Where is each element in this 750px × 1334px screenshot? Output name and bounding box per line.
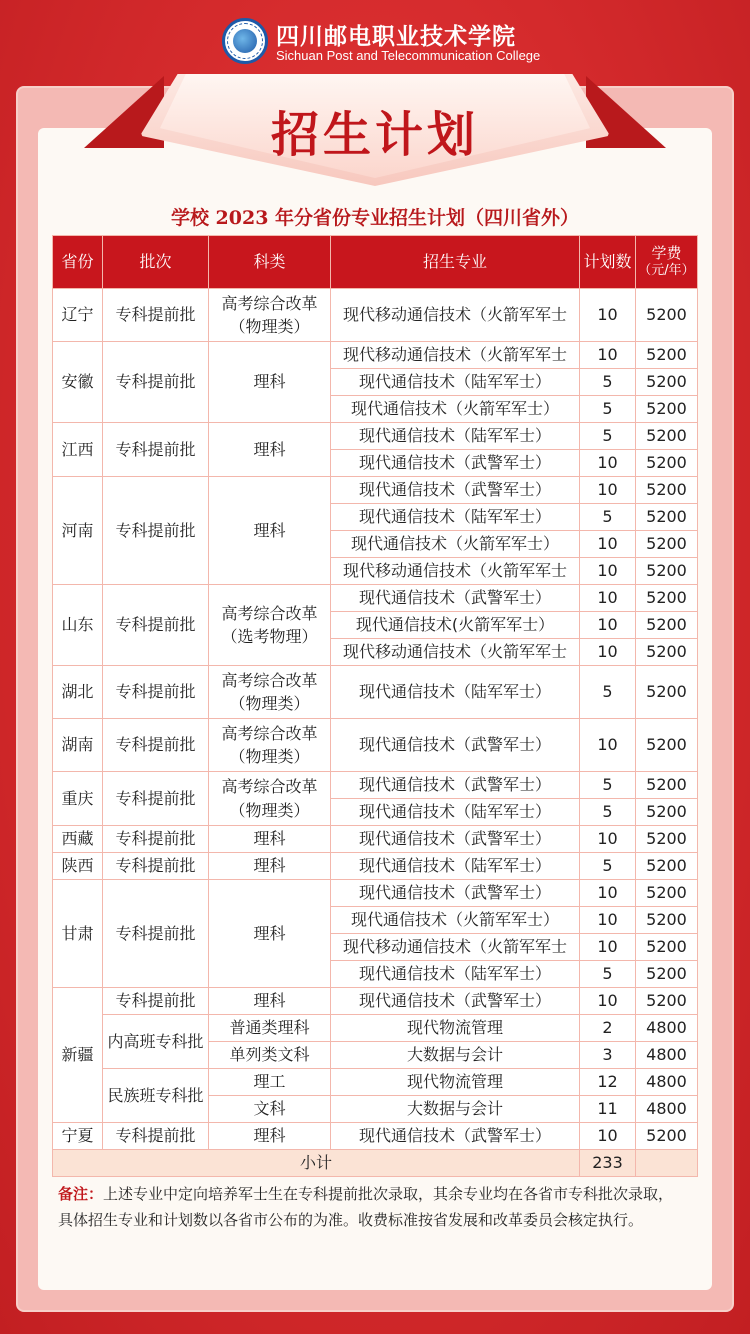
- cell-batch: 专科提前批: [103, 289, 209, 342]
- cell-plan: 11: [580, 1096, 636, 1123]
- cell-plan: 10: [580, 531, 636, 558]
- cell-category: 理科: [209, 342, 331, 423]
- cell-batch: 专科提前批: [103, 988, 209, 1015]
- cell-major: 现代通信技术（武警军士）: [331, 477, 580, 504]
- cell-province: 甘肃: [53, 880, 103, 988]
- footnote-label: 备注：: [58, 1185, 104, 1203]
- cell-major: 现代物流管理: [331, 1015, 580, 1042]
- table-subtitle: 学校 2023 年分省份专业招生计划（四川省外）: [170, 207, 580, 229]
- cell-batch: 民族班专科批: [103, 1069, 209, 1123]
- header-batch: 批次: [103, 236, 209, 289]
- cell-fee: 5200: [636, 612, 698, 639]
- table-row: [53, 772, 698, 799]
- cell-fee: 5200: [636, 826, 698, 853]
- cell-batch: 专科提前批: [103, 342, 209, 423]
- cell-plan: 10: [580, 639, 636, 666]
- cell-category: 理科: [209, 988, 331, 1015]
- cell-plan: 5: [580, 423, 636, 450]
- cell-major: 现代移动通信技术（火箭军军士: [331, 934, 580, 961]
- cell-batch: 专科提前批: [103, 826, 209, 853]
- cell-fee: 5200: [636, 585, 698, 612]
- cell-plan: 5: [580, 853, 636, 880]
- cell-plan: 10: [580, 342, 636, 369]
- cell-plan: 5: [580, 961, 636, 988]
- cell-fee: 5200: [636, 558, 698, 585]
- total-row: [53, 1150, 698, 1177]
- cell-fee: 5200: [636, 934, 698, 961]
- cell-major: 现代移动通信技术（火箭军军士: [331, 639, 580, 666]
- cell-fee: 5200: [636, 639, 698, 666]
- cell-plan: 5: [580, 504, 636, 531]
- cell-batch: 专科提前批: [103, 880, 209, 988]
- cell-major: 现代通信技术（火箭军军士）: [331, 531, 580, 558]
- cell-plan: 10: [580, 719, 636, 772]
- cell-plan: 10: [580, 934, 636, 961]
- cell-plan: 10: [580, 880, 636, 907]
- cell-fee: 4800: [636, 1015, 698, 1042]
- cell-batch: 内高班专科批: [103, 1015, 209, 1069]
- cell-category: 理科: [209, 423, 331, 477]
- cell-major: 现代移动通信技术（火箭军军士: [331, 289, 580, 342]
- cell-category: 理科: [209, 477, 331, 585]
- cell-major: 现代通信技术（武警军士）: [331, 826, 580, 853]
- cell-fee: 5200: [636, 369, 698, 396]
- cell-category: 高考综合改革（物理类）: [209, 772, 331, 826]
- cell-major: 现代通信技术（陆军军士）: [331, 961, 580, 988]
- cell-fee: 4800: [636, 1096, 698, 1123]
- cell-fee: 5200: [636, 396, 698, 423]
- cell-category: 单列类文科: [209, 1042, 331, 1069]
- table-row: [53, 423, 698, 450]
- total-value: 233: [580, 1150, 636, 1177]
- cell-plan: 2: [580, 1015, 636, 1042]
- cell-major: 现代通信技术（火箭军军士）: [331, 396, 580, 423]
- college-logo-icon: [222, 18, 268, 64]
- cell-fee: 5200: [636, 772, 698, 799]
- cell-plan: 10: [580, 289, 636, 342]
- cell-plan: 10: [580, 612, 636, 639]
- cell-major: 现代通信技术(火箭军军士）: [331, 612, 580, 639]
- table-row: [53, 666, 698, 719]
- cell-plan: 12: [580, 1069, 636, 1096]
- table-row: [53, 289, 698, 342]
- header-major: 招生专业: [331, 236, 580, 289]
- header-category: 科类: [209, 236, 331, 289]
- cell-province: 新疆: [53, 988, 103, 1123]
- header: [0, 0, 750, 80]
- cell-fee: 5200: [636, 880, 698, 907]
- header-province: 省份: [53, 236, 103, 289]
- table-row: [53, 853, 698, 880]
- total-label: 小计: [53, 1150, 580, 1177]
- cell-plan: 5: [580, 772, 636, 799]
- cell-fee: 4800: [636, 1069, 698, 1096]
- table-row: [53, 988, 698, 1015]
- cell-fee: 5200: [636, 504, 698, 531]
- cell-province: 陕西: [53, 853, 103, 880]
- cell-plan: 10: [580, 477, 636, 504]
- cell-batch: 专科提前批: [103, 585, 209, 666]
- cell-category: 高考综合改革（选考物理）: [209, 585, 331, 666]
- cell-major: 现代通信技术（陆军军士）: [331, 799, 580, 826]
- cell-province: 重庆: [53, 772, 103, 826]
- cell-major: 现代通信技术（武警军士）: [331, 585, 580, 612]
- cell-batch: 专科提前批: [103, 477, 209, 585]
- cell-fee: 5200: [636, 666, 698, 719]
- cell-category: 普通类理科: [209, 1015, 331, 1042]
- cell-fee: 5200: [636, 799, 698, 826]
- table-row: [53, 477, 698, 504]
- cell-category: 高考综合改革（物理类）: [209, 289, 331, 342]
- table-row: [53, 826, 698, 853]
- cell-major: 现代物流管理: [331, 1069, 580, 1096]
- cell-batch: 专科提前批: [103, 853, 209, 880]
- cell-fee: 5200: [636, 1123, 698, 1150]
- cell-plan: 10: [580, 826, 636, 853]
- cell-major: 现代通信技术（火箭军军士）: [331, 907, 580, 934]
- cell-plan: 10: [580, 450, 636, 477]
- cell-major: 现代通信技术（武警军士）: [331, 772, 580, 799]
- cell-batch: 专科提前批: [103, 772, 209, 826]
- cell-major: 现代通信技术（陆军军士）: [331, 369, 580, 396]
- cell-province: 西藏: [53, 826, 103, 853]
- table-row: [53, 1015, 698, 1042]
- cell-major: 现代通信技术（武警军士）: [331, 988, 580, 1015]
- cell-province: 河南: [53, 477, 103, 585]
- cell-category: 理科: [209, 826, 331, 853]
- footnote: [58, 1181, 688, 1233]
- cell-fee: 5200: [636, 450, 698, 477]
- cell-major: 现代通信技术（陆军军士）: [331, 666, 580, 719]
- cell-fee: 5200: [636, 342, 698, 369]
- cell-major: 大数据与会计: [331, 1042, 580, 1069]
- cell-category: 理科: [209, 880, 331, 988]
- cell-category: 理工: [209, 1069, 331, 1096]
- table-row: [53, 1069, 698, 1096]
- total-fee-empty: [636, 1150, 698, 1177]
- cell-category: 高考综合改革（物理类）: [209, 719, 331, 772]
- cell-batch: 专科提前批: [103, 1123, 209, 1150]
- cell-batch: 专科提前批: [103, 719, 209, 772]
- header-fee: 学费 （元/年）: [636, 236, 698, 289]
- cell-fee: 4800: [636, 1042, 698, 1069]
- cell-major: 现代通信技术（陆军军士）: [331, 423, 580, 450]
- cell-major: 现代通信技术（陆军军士）: [331, 504, 580, 531]
- cell-category: 理科: [209, 853, 331, 880]
- cell-plan: 10: [580, 907, 636, 934]
- cell-fee: 5200: [636, 853, 698, 880]
- cell-category: 高考综合改革（物理类）: [209, 666, 331, 719]
- cell-major: 现代通信技术（武警军士）: [331, 880, 580, 907]
- cell-fee: 5200: [636, 719, 698, 772]
- cell-category: 理科: [209, 1123, 331, 1150]
- cell-major: 现代通信技术（武警军士）: [331, 1123, 580, 1150]
- cell-province: 江西: [53, 423, 103, 477]
- cell-plan: 10: [580, 558, 636, 585]
- cell-fee: 5200: [636, 961, 698, 988]
- cell-category: 文科: [209, 1096, 331, 1123]
- table-row: [53, 880, 698, 907]
- cell-plan: 10: [580, 585, 636, 612]
- college-name-en: Sichuan Post and Telecommunication College: [276, 48, 541, 63]
- cell-major: 大数据与会计: [331, 1096, 580, 1123]
- cell-plan: 5: [580, 666, 636, 719]
- cell-batch: 专科提前批: [103, 423, 209, 477]
- cell-major: 现代通信技术（武警军士）: [331, 450, 580, 477]
- cell-fee: 5200: [636, 477, 698, 504]
- cell-province: 湖北: [53, 666, 103, 719]
- cell-province: 辽宁: [53, 289, 103, 342]
- cell-plan: 10: [580, 988, 636, 1015]
- cell-fee: 5200: [636, 423, 698, 450]
- cell-plan: 5: [580, 799, 636, 826]
- cell-province: 湖南: [53, 719, 103, 772]
- enrollment-plan-table: [52, 235, 698, 1177]
- cell-fee: 5200: [636, 907, 698, 934]
- cell-fee: 5200: [636, 988, 698, 1015]
- table-row: [53, 585, 698, 612]
- page-title: 招生计划: [270, 107, 479, 163]
- cell-major: 现代通信技术（陆军军士）: [331, 853, 580, 880]
- cell-fee: 5200: [636, 531, 698, 558]
- cell-plan: 10: [580, 1123, 636, 1150]
- cell-major: 现代通信技术（武警军士）: [331, 719, 580, 772]
- cell-province: 安徽: [53, 342, 103, 423]
- cell-province: 宁夏: [53, 1123, 103, 1150]
- header-plan: 计划数: [580, 236, 636, 289]
- table-row: [53, 342, 698, 369]
- footnote-text: 上述专业中定向培养军士生在专科提前批次录取，其余专业均在各省市专科批次录取，具体招生专业和计划数以各省市公布的为准。收费标准按省发展和改革委员会核定执行。: [58, 1185, 674, 1229]
- table-header-row: [53, 236, 698, 289]
- cell-fee: 5200: [636, 289, 698, 342]
- table-row: [53, 719, 698, 772]
- college-name-cn: 四川邮电职业技术学院: [276, 23, 516, 50]
- cell-batch: 专科提前批: [103, 666, 209, 719]
- table-row: [53, 1123, 698, 1150]
- cell-plan: 5: [580, 369, 636, 396]
- cell-plan: 5: [580, 396, 636, 423]
- cell-plan: 3: [580, 1042, 636, 1069]
- cell-major: 现代移动通信技术（火箭军军士: [331, 342, 580, 369]
- cell-province: 山东: [53, 585, 103, 666]
- cell-major: 现代移动通信技术（火箭军军士: [331, 558, 580, 585]
